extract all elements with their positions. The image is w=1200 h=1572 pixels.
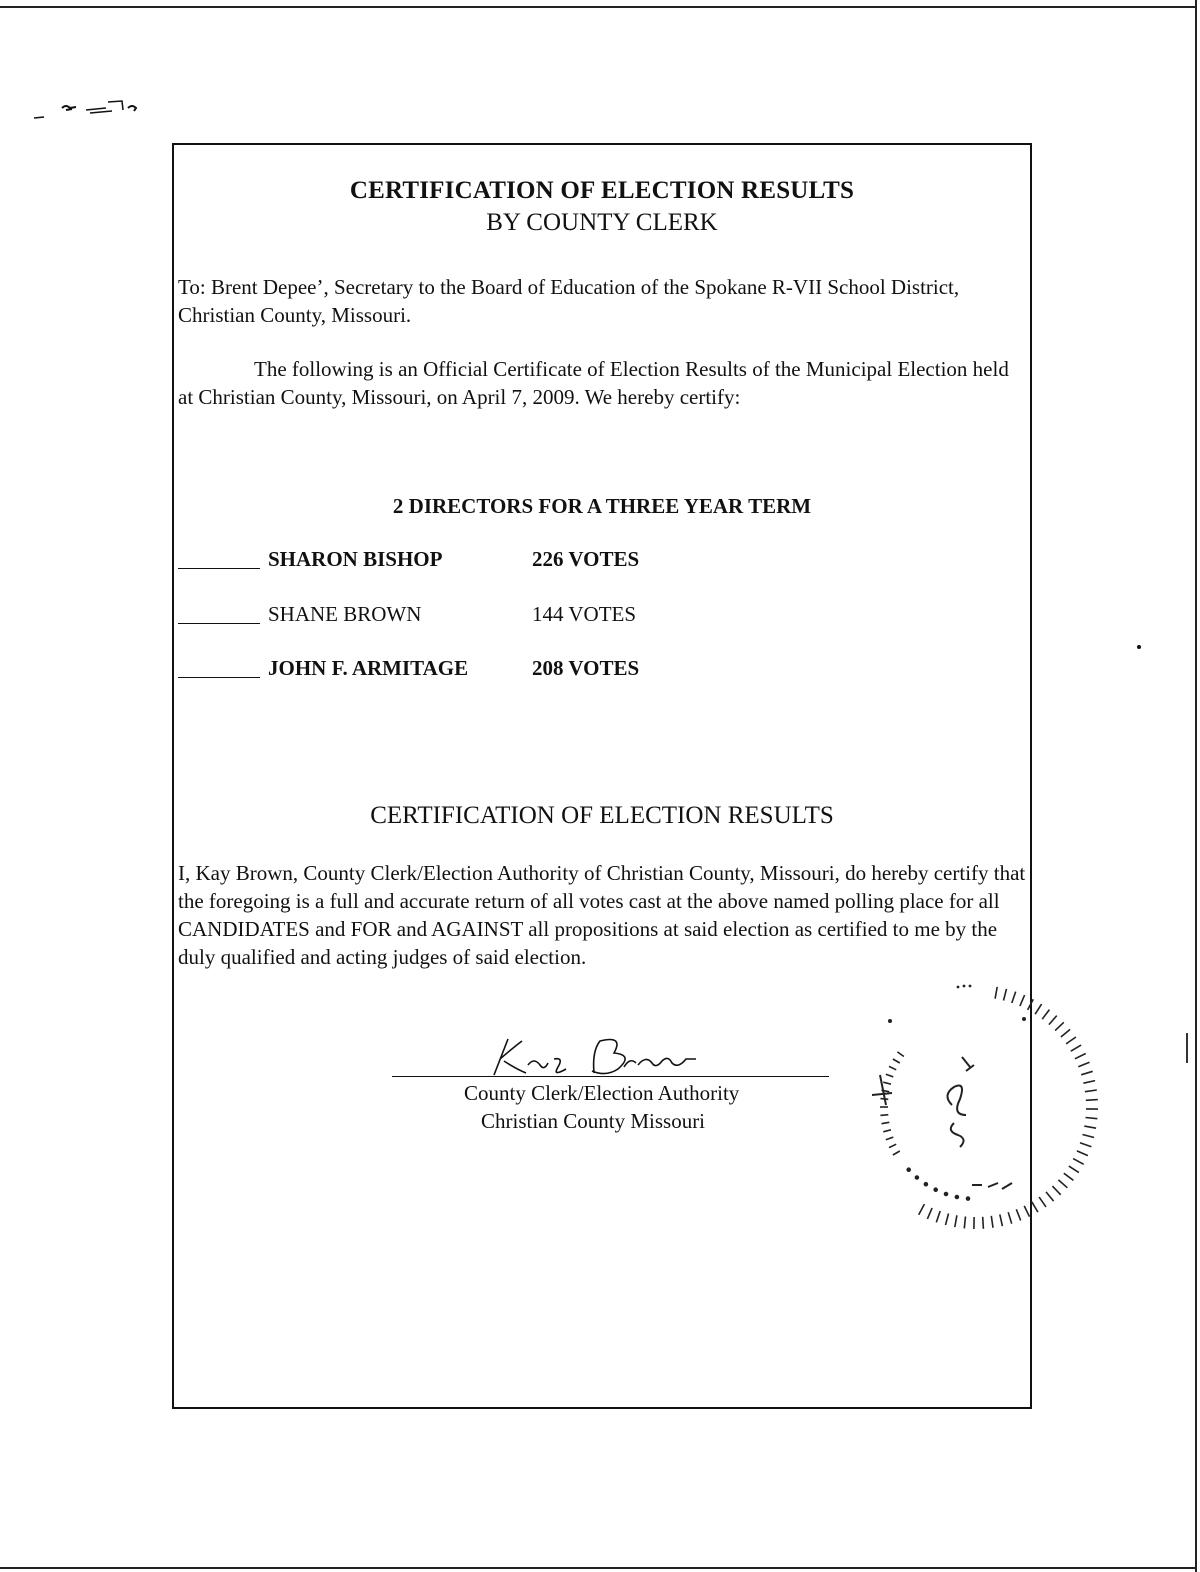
county-seal-stamp-icon (842, 975, 1110, 1235)
candidate-name: SHANE BROWN (268, 602, 422, 626)
candidate-name: JOHN F. ARMITAGE (268, 656, 469, 680)
signer-title: County Clerk/Election Authority (464, 1081, 740, 1105)
scan-right-border (1195, 0, 1197, 1572)
certificate-title: CERTIFICATION OF ELECTION RESULTS (349, 177, 855, 204)
candidate-votes: 208 VOTES (532, 656, 640, 680)
certificate-subtitle: BY COUNTY CLERK (486, 209, 718, 236)
candidate-votes: 226 VOTES (532, 547, 640, 571)
signer-county: Christian County Missouri (481, 1109, 706, 1133)
candidate-votes: 144 VOTES (532, 602, 637, 626)
scan-artifact-mark (30, 96, 150, 126)
certification-paragraph: I, Kay Brown, County Clerk/Election Authority of Christian County, Missouri, do hereby certify that the foregoing is a full and accurate return of all votes cast at the above named polling place for all CANDIDATES and FOR and AGAINST all propositions at said election as certified to me by the duly qualified and acting judges of said election. (178, 861, 1026, 969)
signature-line (392, 1076, 829, 1077)
candidate-name: SHARON BISHOP (268, 547, 443, 571)
handwritten-signature (474, 1029, 704, 1081)
scan-bottom-border (0, 1567, 1196, 1569)
scan-top-border (0, 6, 1196, 8)
scan-edge-mark (1186, 1033, 1188, 1063)
contest-heading: 2 DIRECTORS FOR A THREE YEAR TERM (392, 494, 812, 518)
mark-blank-line (178, 623, 260, 624)
mark-blank-line (178, 677, 260, 678)
certification-heading: CERTIFICATION OF ELECTION RESULTS (370, 802, 834, 829)
intro-paragraph: The following is an Official Certificate of Election Results of the Municipal Election held at Christian County, Missouri, on April 7, 2009. We hereby certify: (178, 357, 1009, 409)
addressee-paragraph: To: Brent Depee’, Secretary to the Board of Education of the Spokane R-VII School District, Christian County, Missouri. (178, 275, 960, 327)
mark-blank-line (178, 568, 260, 569)
scan-speck (1137, 645, 1141, 649)
